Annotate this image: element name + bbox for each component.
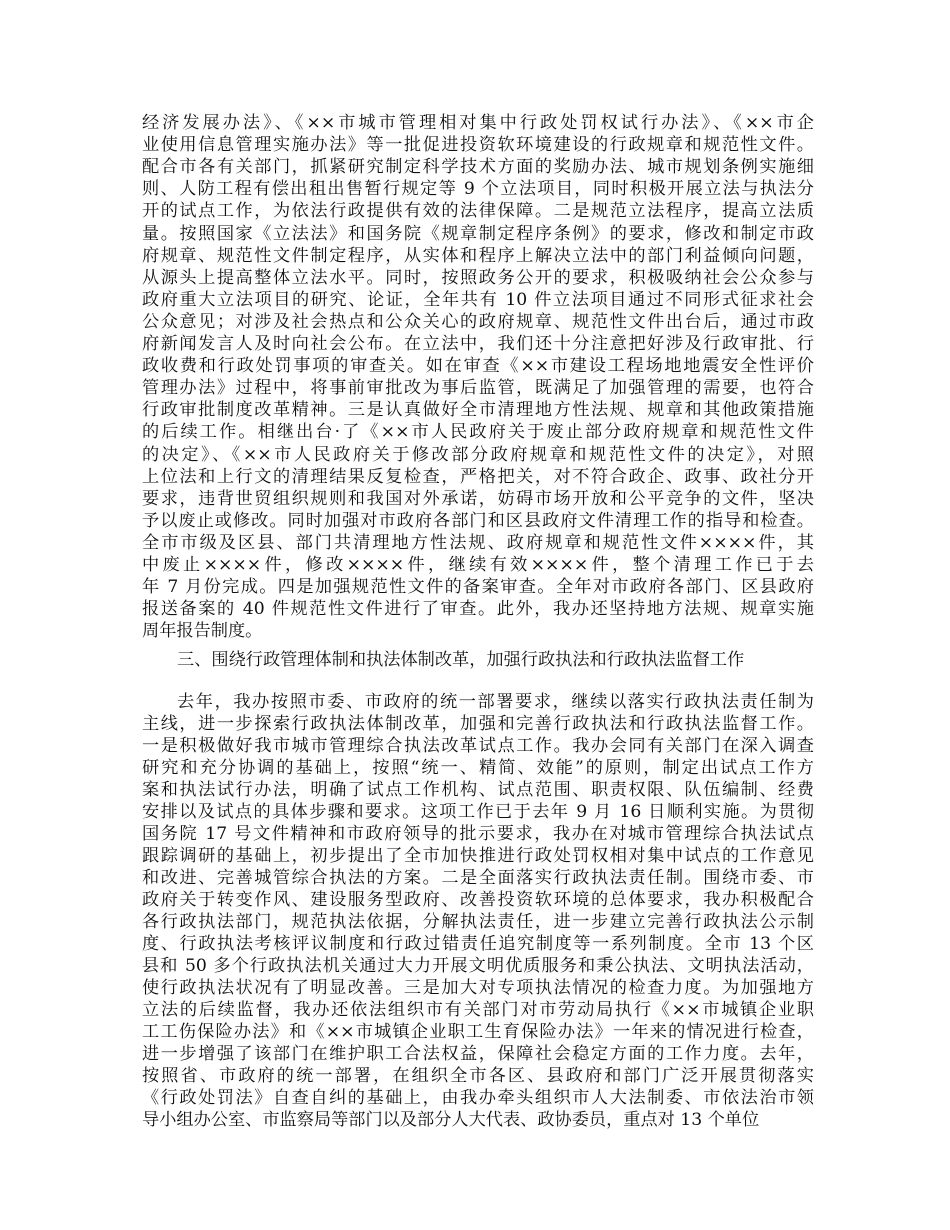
text-line: 跟踪调研的基础上，初步提出了全市加快推进行政处罚权相对集中试点的工作意见 [142, 846, 814, 866]
text-line: 量。按照国家《立法法》和国务院《规章制定程序条例》的要求，修改和制定市政 [142, 223, 814, 244]
text-line: 周年报告制度。 [142, 621, 263, 642]
text-line: 政府重大立法项目的研究、论证，全年共有 10 件立法项目通过不同形式征求社会 [142, 289, 814, 310]
text-line: 政收费和行政处罚事项的审查关。如在审查《××市建设工程场地地震安全性评价 [142, 356, 814, 377]
text-line: 配合市各有关部门，抓紧研究制定科学技术方面的奖励办法、城市规划条例实施细 [142, 157, 814, 178]
text-line: 府新闻发言人及时向社会公布。在立法中，我们还十分注意把好涉及行政审批、行 [142, 334, 814, 354]
text-line: 业使用信息管理实施办法》等一批促进投资软环境建设的行政规章和规范性文件。 [142, 135, 814, 156]
text-line: 的决定》、《××市人民政府关于修改部分政府规章和规范性文件的决定》，对照 [142, 444, 814, 465]
text-line: 上位法和上行文的清理结果反复检查，严格把关，对不符合政企、政事、政社分开 [142, 466, 814, 487]
text-line: 行政审批制度改革精神。三是认真做好全市清理地方性法规、规章和其他政策措施 [142, 400, 814, 421]
text-line: 公众意见；对涉及社会热点和公众关心的政府规章、规范性文件出台后，通过市政 [142, 311, 814, 332]
text-line: 要求，违背世贸组织规则和我国对外承诺，妨碍市场开放和公平竞争的文件，坚决 [142, 488, 814, 509]
text-line: 立法的后续监督，我办还依法组织市有关部门对市劳动局执行《××市城镇企业职 [142, 1000, 814, 1020]
text-line: 《行政处罚法》自查自纠的基础上，由我办牵头组织市人大法制委、市依法治市领 [142, 1088, 814, 1108]
text-line: 府规章、规范性文件制定程序，从实体和程序上解决立法中的部门利益倾向问题， [142, 245, 814, 266]
text-line: 案和执法试行办法，明确了试点工作机构、试点范围、职责权限、队伍编制、经费 [142, 780, 814, 800]
section-heading: 三、围绕行政管理体制和执法体制改革，加强行政执法和行政执法监督工作 [177, 650, 745, 670]
text-line: 县和 50 多个行政执法机关通过大力开展文明优质服务和秉公执法、文明执法活动， [142, 956, 814, 976]
text-line: 一是积极做好我市城市管理综合执法改革试点工作。我办会同有关部门在深入调查 [142, 736, 814, 756]
text-line: 工工伤保险办法》和《××市城镇企业职工生育保险办法》一年来的情况进行检查， [142, 1022, 814, 1042]
text-line: 的后续工作。相继出台·了《××市人民政府关于废止部分政府规章和规范性文件 [142, 422, 814, 443]
text-line: 主线，进一步探索行政执法体制改革，加强和完善行政执法和行政执法监督工作。 [142, 714, 814, 734]
text-line: 使行政执法状况有了明显改善。三是加大对专项执法情况的检查力度。为加强地方 [142, 978, 814, 998]
text-line: 去年，我办按照市委、市政府的统一部署要求，继续以落实行政执法责任制为 [177, 692, 814, 712]
text-line: 国务院 17 号文件精神和市政府领导的批示要求，我办在对城市管理综合执法试点 [142, 824, 814, 844]
text-line: 中废止××××件，修改××××件，继续有效××××件，整个清理工作已于去 [142, 555, 814, 575]
text-line: 政府关于转变作风、建设服务型政府、改善投资软环境的总体要求，我办积极配合 [142, 890, 814, 910]
text-line: 则、人防工程有偿出租出售暂行规定等 9 个立法项目，同时积极开展立法与执法分 [142, 179, 814, 200]
text-line: 管理办法》过程中，将事前审批改为事后监管，既满足了加强管理的需要，也符合 [142, 378, 814, 399]
text-line: 年 7 月份完成。四是加强规范性文件的备案审查。全年对市政府各部门、区县政府 [142, 577, 814, 598]
text-line: 安排以及试点的具体步骤和要求。这项工作已于去年 9 月 16 日顺利实施。为贯彻 [142, 802, 814, 822]
text-line: 从源头上提高整体立法水平。同时，按照政务公开的要求，积极吸纳社会公众参与 [142, 267, 814, 288]
text-line: 研究和充分协调的基础上，按照“统一、精简、效能”的原则，制定出试点工作方 [142, 758, 814, 778]
text-line: 进一步增强了该部门在维护职工合法权益，保障社会稳定方面的工作力度。去年， [142, 1044, 814, 1064]
text-line: 度、行政执法考核评议制度和行政过错责任追究制度等一系列制度。全市 13 个区 [142, 934, 814, 954]
text-line: 予以废止或修改。同时加强对市政府各部门和区县政府文件清理工作的指导和检查。 [142, 510, 814, 531]
text-line: 全市市级及区县、部门共清理地方性法规、政府规章和规范性文件××××件，其 [142, 532, 814, 553]
text-line: 各行政执法部门，规范执法依据，分解执法责任，进一步建立完善行政执法公示制 [142, 912, 814, 932]
text-line: 导小组办公室、市监察局等部门以及部分人大代表、政协委员，重点对 13 个单位 [142, 1110, 760, 1130]
text-line: 经济发展办法》、《××市城市管理相对集中行政处罚权试行办法》、《××市企 [142, 113, 814, 133]
text-line: 和改进、完善城管综合执法的方案。二是全面落实行政执法责任制。围绕市委、市 [142, 868, 814, 888]
text-line: 开的试点工作，为依法行政提供有效的法律保障。二是规范立法程序，提高立法质 [142, 201, 814, 222]
text-line: 按照省、市政府的统一部署，在组织全市各区、县政府和部门广泛开展贯彻落实 [142, 1066, 814, 1086]
text-line: 报送备案的 40 件规范性文件进行了审查。此外，我办还坚持地方法规、规章实施 [142, 599, 814, 620]
